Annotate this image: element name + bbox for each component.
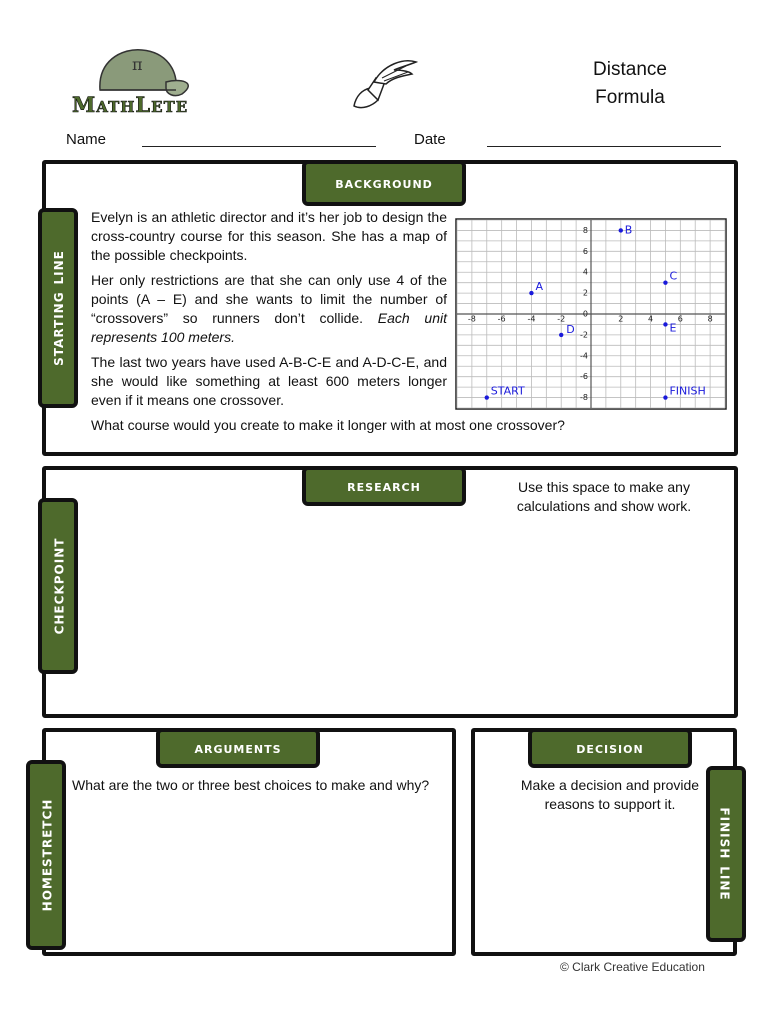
x-tick-label: 2: [618, 314, 624, 324]
y-tick-label: 0: [582, 309, 588, 319]
y-tick-label: 2: [582, 288, 588, 298]
background-question: What course would you create to make it longer with at most one crossover?: [91, 417, 565, 433]
paragraph-2: Her only restrictions are that she can only use 4 of the points (A – E) and she wants to limit the number of “crossovers” so runners don’t collide. Each unit represents 100 meters.: [91, 272, 447, 345]
paragraph-3: The last two years have used A-B-C-E and A-D-C-E, and she would like something at least 600 meters longer even if it means one crossover.: [91, 354, 447, 408]
decision-prompt: Make a decision and provide reasons to support it.: [520, 777, 700, 812]
page-title: [560, 56, 700, 112]
background-text: [91, 208, 447, 410]
point-label-b: B: [624, 223, 633, 237]
point-label-c: C: [669, 269, 678, 283]
y-tick-label: 6: [582, 246, 588, 256]
arguments-prompt: What are the two or three best choices to make and why?: [72, 777, 430, 793]
x-tick-label: 4: [648, 314, 654, 324]
date-field[interactable]: [487, 146, 721, 147]
research-tab: research: [302, 466, 466, 506]
mathlete-logo: [70, 42, 210, 122]
y-tick-label: -4: [580, 351, 588, 361]
finish-line-label: finish line: [706, 766, 746, 942]
x-tick-label: 6: [677, 314, 683, 324]
paragraph-1: Evelyn is an athletic director and it’s her job to design the cross-country course for this season. She has a map of the possible checkpoints.: [91, 209, 447, 263]
point-c: [663, 280, 667, 284]
y-tick-label: 8: [582, 225, 588, 235]
decision-tab: decision: [528, 728, 692, 768]
title-line-1: Distance: [593, 59, 667, 80]
y-tick-label: -6: [580, 372, 588, 382]
name-label: Name: [66, 131, 107, 148]
point-start: [485, 395, 489, 399]
copyright: © Clark Creative Education: [560, 960, 705, 974]
checkpoint-map-chart: [455, 218, 727, 410]
point-e: [663, 322, 667, 326]
point-b: [619, 228, 623, 232]
checkpoint-label: checkpoint: [38, 498, 78, 674]
title-line-2: Formula: [595, 87, 665, 108]
point-label-finish: FINISH: [669, 384, 706, 398]
point-finish: [663, 395, 667, 399]
svg-text:π: π: [132, 55, 143, 74]
decision-work-area[interactable]: [480, 820, 700, 946]
x-tick-label: -6: [497, 314, 506, 324]
y-tick-label: -8: [580, 393, 588, 403]
y-tick-label: 4: [582, 267, 588, 277]
point-d: [559, 333, 563, 337]
arguments-work-area[interactable]: [72, 800, 446, 946]
y-tick-label: -2: [580, 330, 588, 340]
background-tab: background: [302, 160, 466, 206]
winged-shoe-icon: [348, 56, 418, 116]
arguments-tab: arguments: [156, 728, 320, 768]
logo-text: MathLete: [72, 92, 189, 117]
starting-line-label: starting line: [38, 208, 78, 408]
x-tick-label: -8: [467, 314, 476, 324]
homestretch-label: homestretch: [26, 760, 66, 950]
x-tick-label: -4: [527, 314, 536, 324]
research-work-area[interactable]: [86, 520, 726, 708]
point-label-e: E: [669, 321, 677, 335]
point-label-a: A: [535, 280, 543, 294]
x-tick-label: -2: [557, 314, 566, 324]
name-field[interactable]: [142, 146, 376, 147]
point-label-d: D: [566, 322, 575, 336]
date-label: Date: [414, 131, 446, 148]
point-a: [529, 291, 533, 295]
research-instructions: Use this space to make any calculations and show work.: [516, 479, 692, 514]
x-tick-label: 8: [707, 314, 713, 324]
point-label-start: START: [490, 384, 525, 398]
